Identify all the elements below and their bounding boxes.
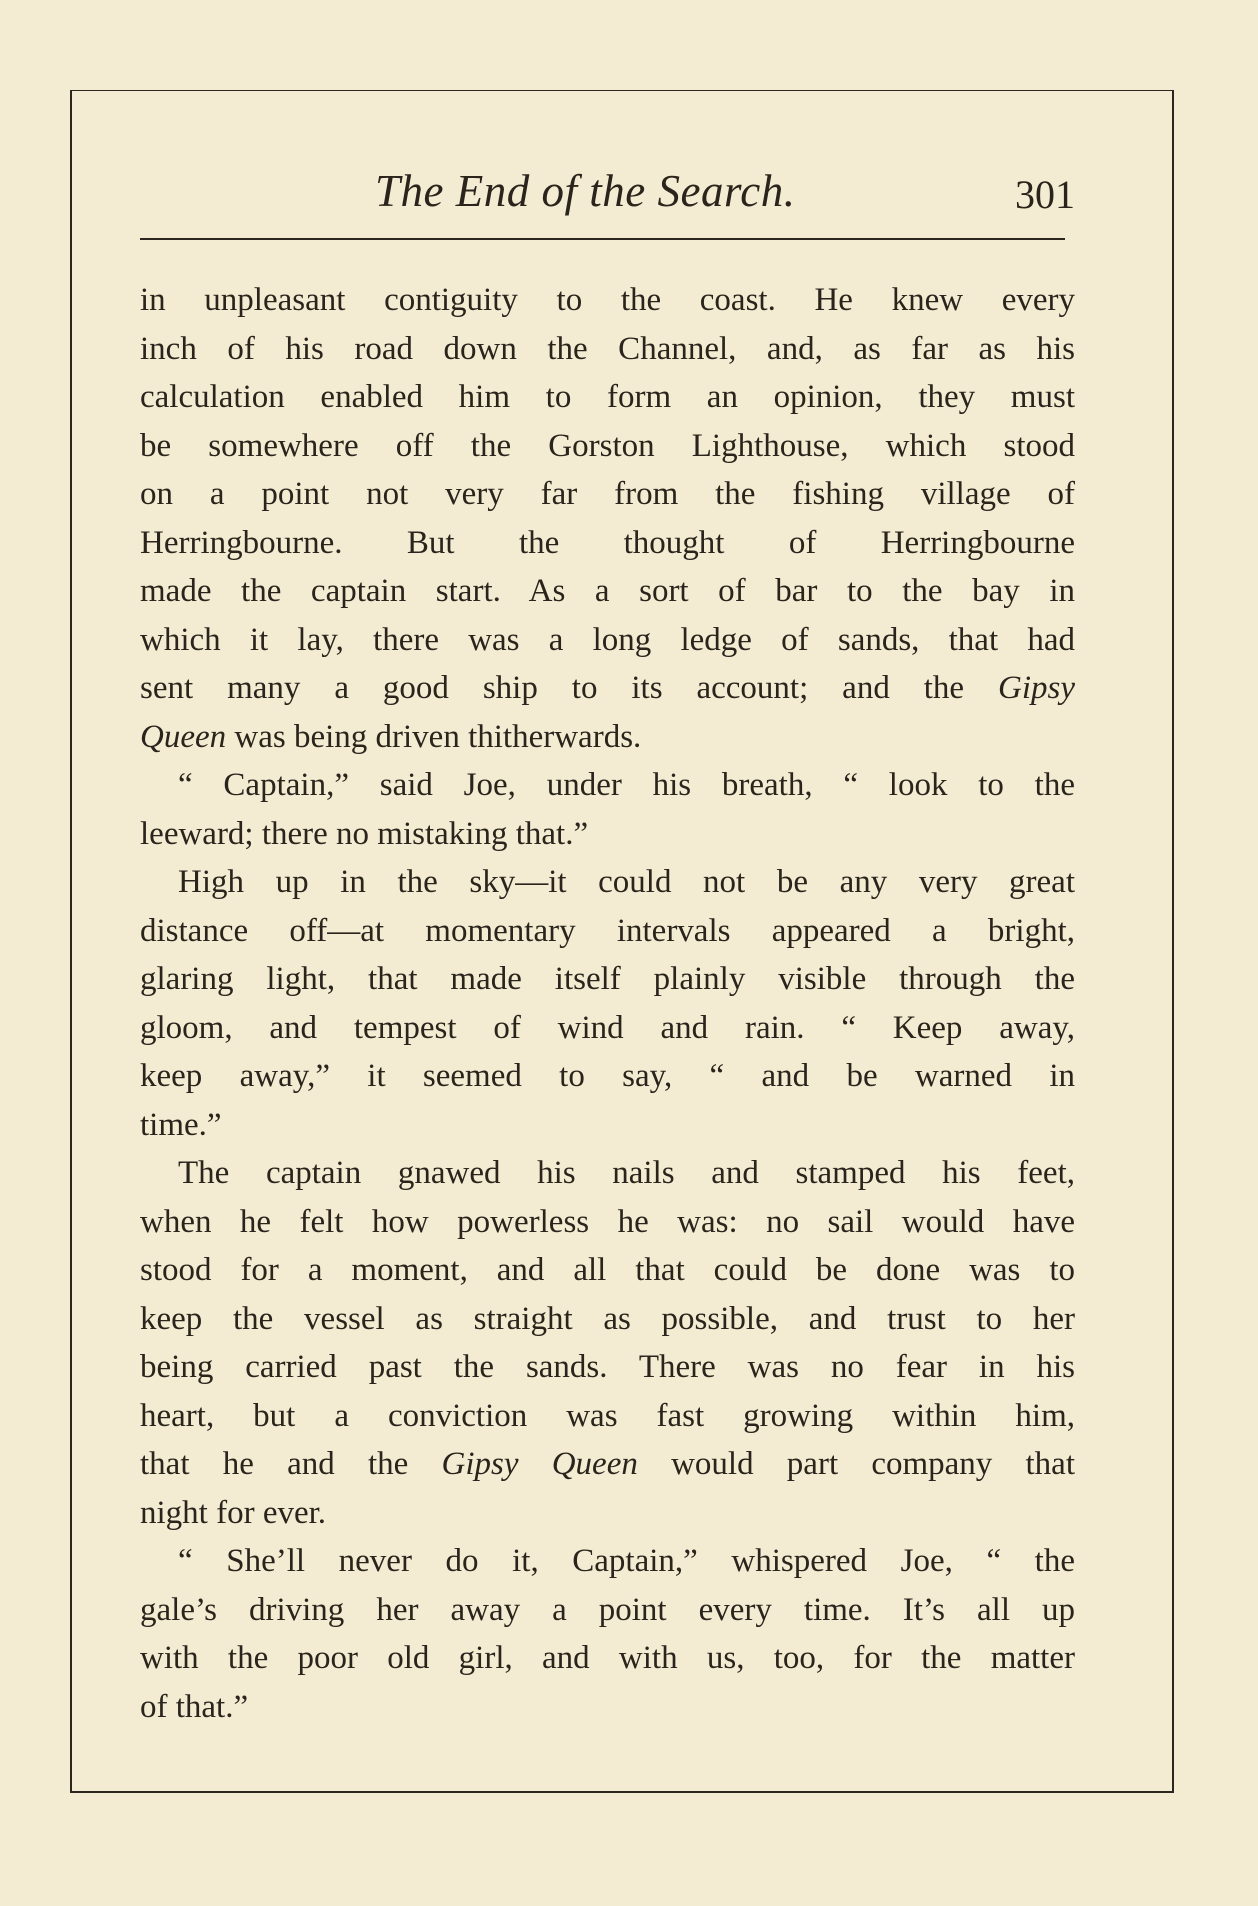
text-line: made the captain start. As a sort of bar to the bay in	[140, 573, 1075, 609]
text-line: leeward; there no mistaking that.”	[140, 815, 589, 852]
text-line: on a point not very far from the fishing village of	[140, 476, 1075, 512]
text-line: gloom, and tempest of wind and rain. “ Keep away,	[140, 1009, 1075, 1046]
page-number: 301	[1015, 172, 1075, 217]
text-line: with the poor old girl, and with us, too, for the matter	[140, 1640, 1075, 1676]
text-segment: that he and the	[140, 1446, 409, 1482]
text-line: night for ever.	[140, 1494, 327, 1531]
header-rule	[140, 238, 1065, 240]
text-line: The captain gnawed his nails and stamped his feet,	[178, 1155, 1075, 1191]
running-title: The End of the Search.	[375, 166, 796, 216]
text-line: when he felt how powerless he was: no sail would have	[140, 1203, 1075, 1240]
text-line: keep away,” it seemed to say, “ and be warned in	[140, 1058, 1075, 1094]
text-line: stood for a moment, and all that could be done was to	[140, 1252, 1075, 1288]
text-line: glaring light, that made itself plainly visible through the	[140, 961, 1075, 997]
ship-name: Gipsy	[998, 670, 1075, 706]
text-line: calculation enabled him to form an opinion, they must	[140, 379, 1075, 415]
text-line: heart, but a conviction was fast growing within him,	[140, 1397, 1075, 1434]
text-line	[140, 1440, 1075, 1489]
text-line: Herringbourne. But the thought of Herringbourne	[140, 524, 1075, 561]
text-line: which it lay, there was a long ledge of sands, that had	[140, 621, 1075, 658]
text-line: of that.”	[140, 1688, 249, 1725]
text-line	[140, 713, 1075, 762]
text-segment: sent many a good ship to its account; and the	[140, 670, 965, 706]
text-line: “ She’ll never do it, Captain,” whispered Joe, “ the	[178, 1543, 1075, 1579]
ship-name: Gipsy Queen	[441, 1446, 638, 1482]
text-line: keep the vessel as straight as possible, and trust to her	[140, 1300, 1075, 1337]
text-line: “ Captain,” said Joe, under his breath, “ look to the	[178, 767, 1075, 803]
text-line: being carried past the sands. There was no fear in his	[140, 1349, 1075, 1385]
text-line	[140, 664, 1075, 713]
text-line: time.”	[140, 1106, 222, 1143]
text-line: distance off—at momentary intervals appeared a bright,	[140, 912, 1075, 949]
text-segment: was being driven thitherwards.	[234, 718, 642, 755]
text-segment: would part company that	[671, 1446, 1075, 1482]
text-line: be somewhere off the Gorston Lighthouse, which stood	[140, 427, 1075, 464]
text-line: in unpleasant contiguity to the coast. He knew every	[140, 282, 1075, 318]
text-line: gale’s driving her away a point every time. It’s all up	[140, 1591, 1075, 1628]
text-line: High up in the sky—it could not be any very great	[178, 864, 1075, 900]
running-header	[140, 165, 1075, 235]
ship-name: Queen	[140, 718, 227, 755]
text-line: inch of his road down the Channel, and, as far as his	[140, 330, 1075, 367]
body-text	[140, 276, 1075, 1731]
